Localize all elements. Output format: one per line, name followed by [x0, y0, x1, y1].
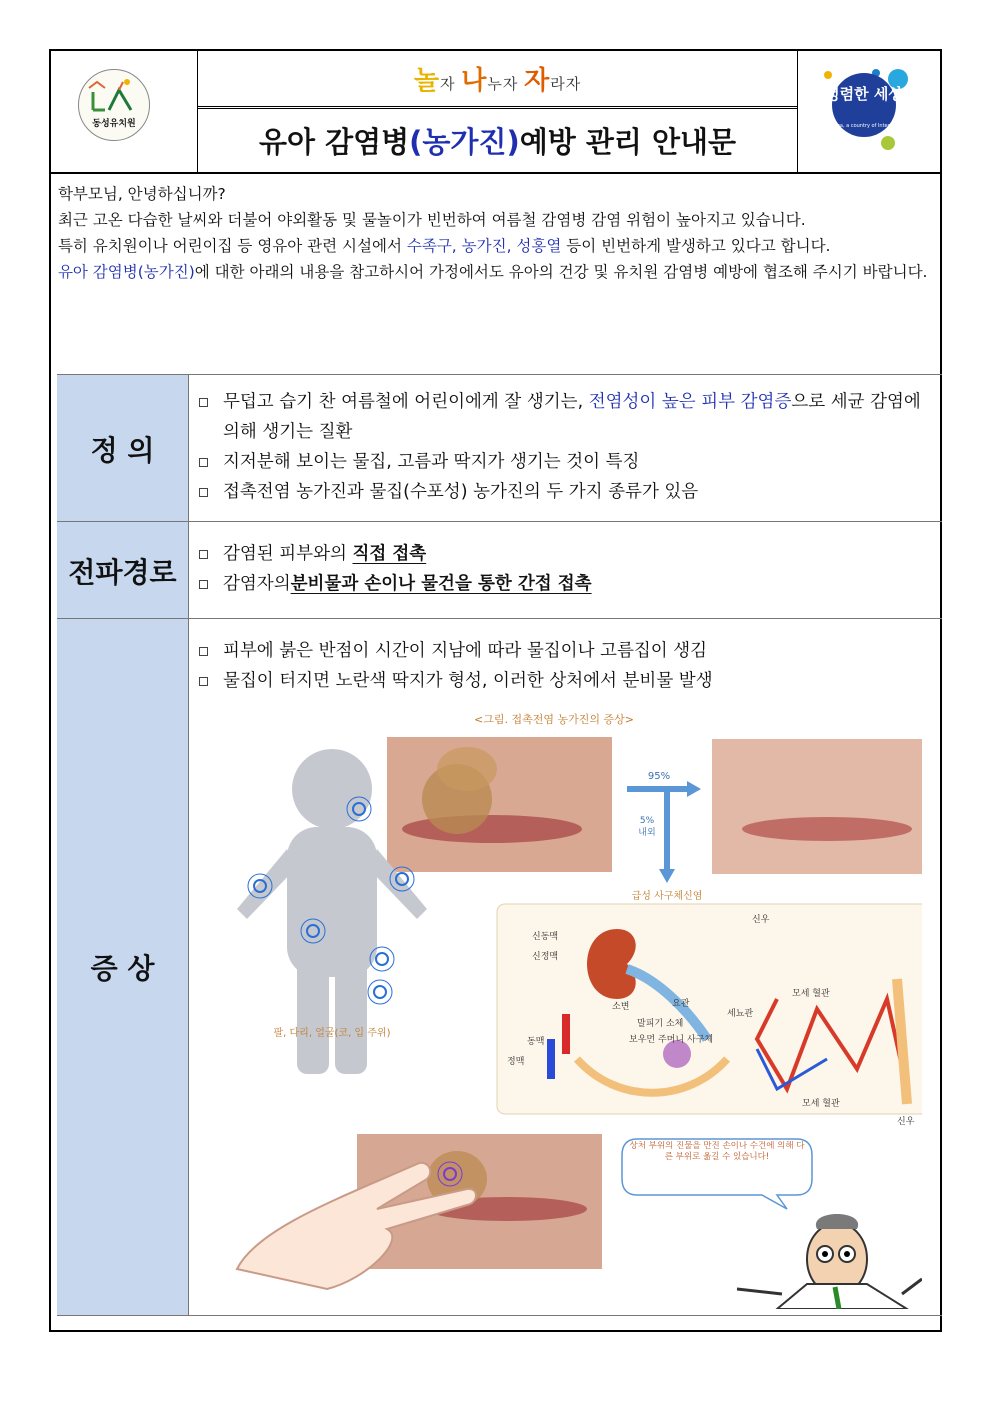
header-middle-cell [198, 51, 797, 172]
symptoms-item-1 [199, 636, 936, 666]
definition-label: 정 의 [57, 375, 189, 522]
transmission-item-1-text: 감염된 피부와의 [223, 544, 353, 564]
document-title [198, 109, 797, 172]
percent-5-label: 5% [639, 816, 655, 826]
document-frame [49, 49, 942, 1332]
symptoms-item-2-text: 물집이 터지면 노란색 딱지가 형성, 이러한 상처에서 분비물 발생 [223, 671, 713, 691]
label-capillary-2: 모세 혈관 [802, 1099, 840, 1109]
definition-item-2 [199, 447, 936, 477]
percent-95-label: 95% [647, 771, 671, 782]
label-vein: 정맥 [507, 1057, 525, 1067]
symptoms-label: 증 상 [57, 619, 189, 1315]
label-glomerulus: 사구체 [687, 1035, 714, 1045]
definition-content [199, 387, 936, 507]
slogan-part-4: 누자 [487, 75, 525, 93]
label-urine: 소변 [612, 1002, 630, 1012]
body-caption: 팔, 다리, 얼굴(코, 입 주위) [273, 1028, 391, 1039]
label-bowman: 보우먼 주머니 [629, 1035, 685, 1045]
symptoms-content [199, 636, 936, 696]
bullet-square-icon [199, 550, 208, 559]
kidney-diagram [497, 904, 922, 1114]
label-renal-pelvis: 신우 [752, 915, 770, 925]
definition-item-1 [199, 387, 936, 447]
intro-facility: 특히 유치원이나 어린이집 등 영유아 관련 시설에서 [57, 237, 407, 255]
integrity-logo-sub: Korea, a country of Integrity [828, 123, 900, 129]
intro-text [53, 181, 939, 285]
percent-5-sub-label: 내외 [638, 828, 656, 838]
definition-item-3 [199, 477, 936, 507]
transmission-item-2-text: 감염자의 [223, 574, 291, 594]
intro-line-4 [53, 259, 939, 285]
bullet-square-icon [199, 647, 208, 656]
symptoms-item-2 [199, 666, 936, 696]
slogan [414, 60, 581, 97]
bullet-square-icon [199, 398, 208, 407]
symptoms-item-1-text: 피부에 붉은 반점이 시간이 지남에 따라 물집이나 고름집이 생김 [223, 641, 708, 661]
infected-lip-photo [387, 737, 612, 872]
definition-item-2-text: 지저분해 보이는 물집, 고름과 딱지가 생기는 것이 특징 [223, 452, 640, 472]
intro-request: 에 대한 아래의 내용을 참고하시어 가정에서도 유아의 건강 및 유치원 감염병 예방에 협조해 주시기 바랍니다. [194, 263, 928, 281]
healed-lip-photo [712, 739, 922, 874]
slogan-part-5: 자 [524, 66, 551, 96]
header-left-cell [51, 51, 198, 172]
intro-line-2 [53, 207, 939, 233]
definition-item-1-highlight: 전염성이 높은 피부 감염증 [588, 392, 792, 412]
symptoms-row [57, 618, 942, 1316]
transmission-item-1 [199, 539, 936, 569]
label-ureter: 요관 [672, 999, 690, 1009]
transmission-item-1-emphasis: 직접 접촉 [352, 544, 427, 564]
label-tubule: 세뇨관 [727, 1009, 754, 1019]
label-renal-vein: 신정맥 [532, 952, 559, 962]
intro-line-3 [53, 233, 939, 259]
definition-item-3-text: 접촉전염 농가진과 물집(수포성) 농가진의 두 가지 종류가 있음 [223, 482, 699, 502]
integrity-logo [820, 65, 920, 157]
title-post: 예방 관리 안내문 [519, 125, 737, 159]
intro-weather: 최근 고온 다습한 날씨와 더불어 야외활동 및 물놀이가 빈번하여 여름철 감염병 감염 위험이 높아지고 있습니다. [57, 211, 806, 229]
kindergarten-logo [78, 69, 150, 141]
slogan-part-1: 놀 [413, 66, 440, 96]
slogan-part-3: 나 [461, 66, 488, 96]
definition-item-1-end: 으로 세균 감염에 의해 생기는 질환 [223, 392, 921, 442]
integrity-logo-text: 청렴한 세상 [825, 85, 903, 103]
transmission-label: 전파경로 [57, 522, 189, 619]
speech-bubble-container [627, 1141, 807, 1193]
impetigo-illustration [217, 709, 922, 1309]
integrity-logo-graphic [820, 65, 920, 157]
intro-disease-name: 유아 감염병(농가진) [57, 263, 195, 281]
slogan-row [198, 51, 797, 109]
definition-row [57, 374, 942, 522]
label-renal-pelvis-2: 신우 [897, 1117, 915, 1127]
figure-caption: <그림. 접촉전염 농가진의 증상> [474, 713, 634, 726]
intro-line-1 [53, 181, 939, 207]
title-pre: 유아 감염병 [258, 125, 410, 159]
transmission-item-2-emphasis: 분비물과 손이나 물건을 통한 간접 접촉 [290, 574, 592, 594]
label-artery: 동맥 [527, 1037, 545, 1047]
label-capillary-1: 모세 혈관 [792, 989, 830, 999]
intro-greeting: 학부모님, 안녕하십니까? [57, 185, 226, 203]
intro-diseases: 수족구, 농가진, 성홍열 [406, 237, 562, 255]
transmission-content [199, 539, 936, 599]
bullet-square-icon [199, 488, 208, 497]
label-malpighian: 말피기 소체 [637, 1019, 684, 1029]
kindergarten-logo-label: 동성유치원 [92, 119, 136, 129]
kidney-title: 급성 사구체신염 [631, 891, 703, 902]
speech-bubble-text: 상처 부위의 진물을 만진 손이나 수건에 의해 다른 부위로 옮길 수 있습니다! [629, 1141, 805, 1162]
slogan-part-2: 자 [439, 75, 462, 93]
label-renal-artery: 신동맥 [532, 932, 559, 942]
slogan-part-6: 라자 [550, 75, 582, 93]
title-highlight: (농가진) [409, 125, 520, 159]
header-right-cell [797, 51, 941, 172]
bullet-square-icon [199, 580, 208, 589]
transmission-item-2 [199, 569, 936, 599]
transmission-row [57, 521, 942, 619]
bullet-square-icon [199, 677, 208, 686]
header [51, 51, 940, 174]
bullet-square-icon [199, 458, 208, 467]
intro-facility-end: 등이 빈번하게 발생하고 있다고 합니다. [561, 237, 831, 255]
definition-item-1-text: 무덥고 습기 찬 여름철에 어린이에게 잘 생기는, [223, 392, 589, 412]
doctor-cartoon-icon [737, 1214, 922, 1309]
house-mountain-icon [79, 70, 149, 116]
